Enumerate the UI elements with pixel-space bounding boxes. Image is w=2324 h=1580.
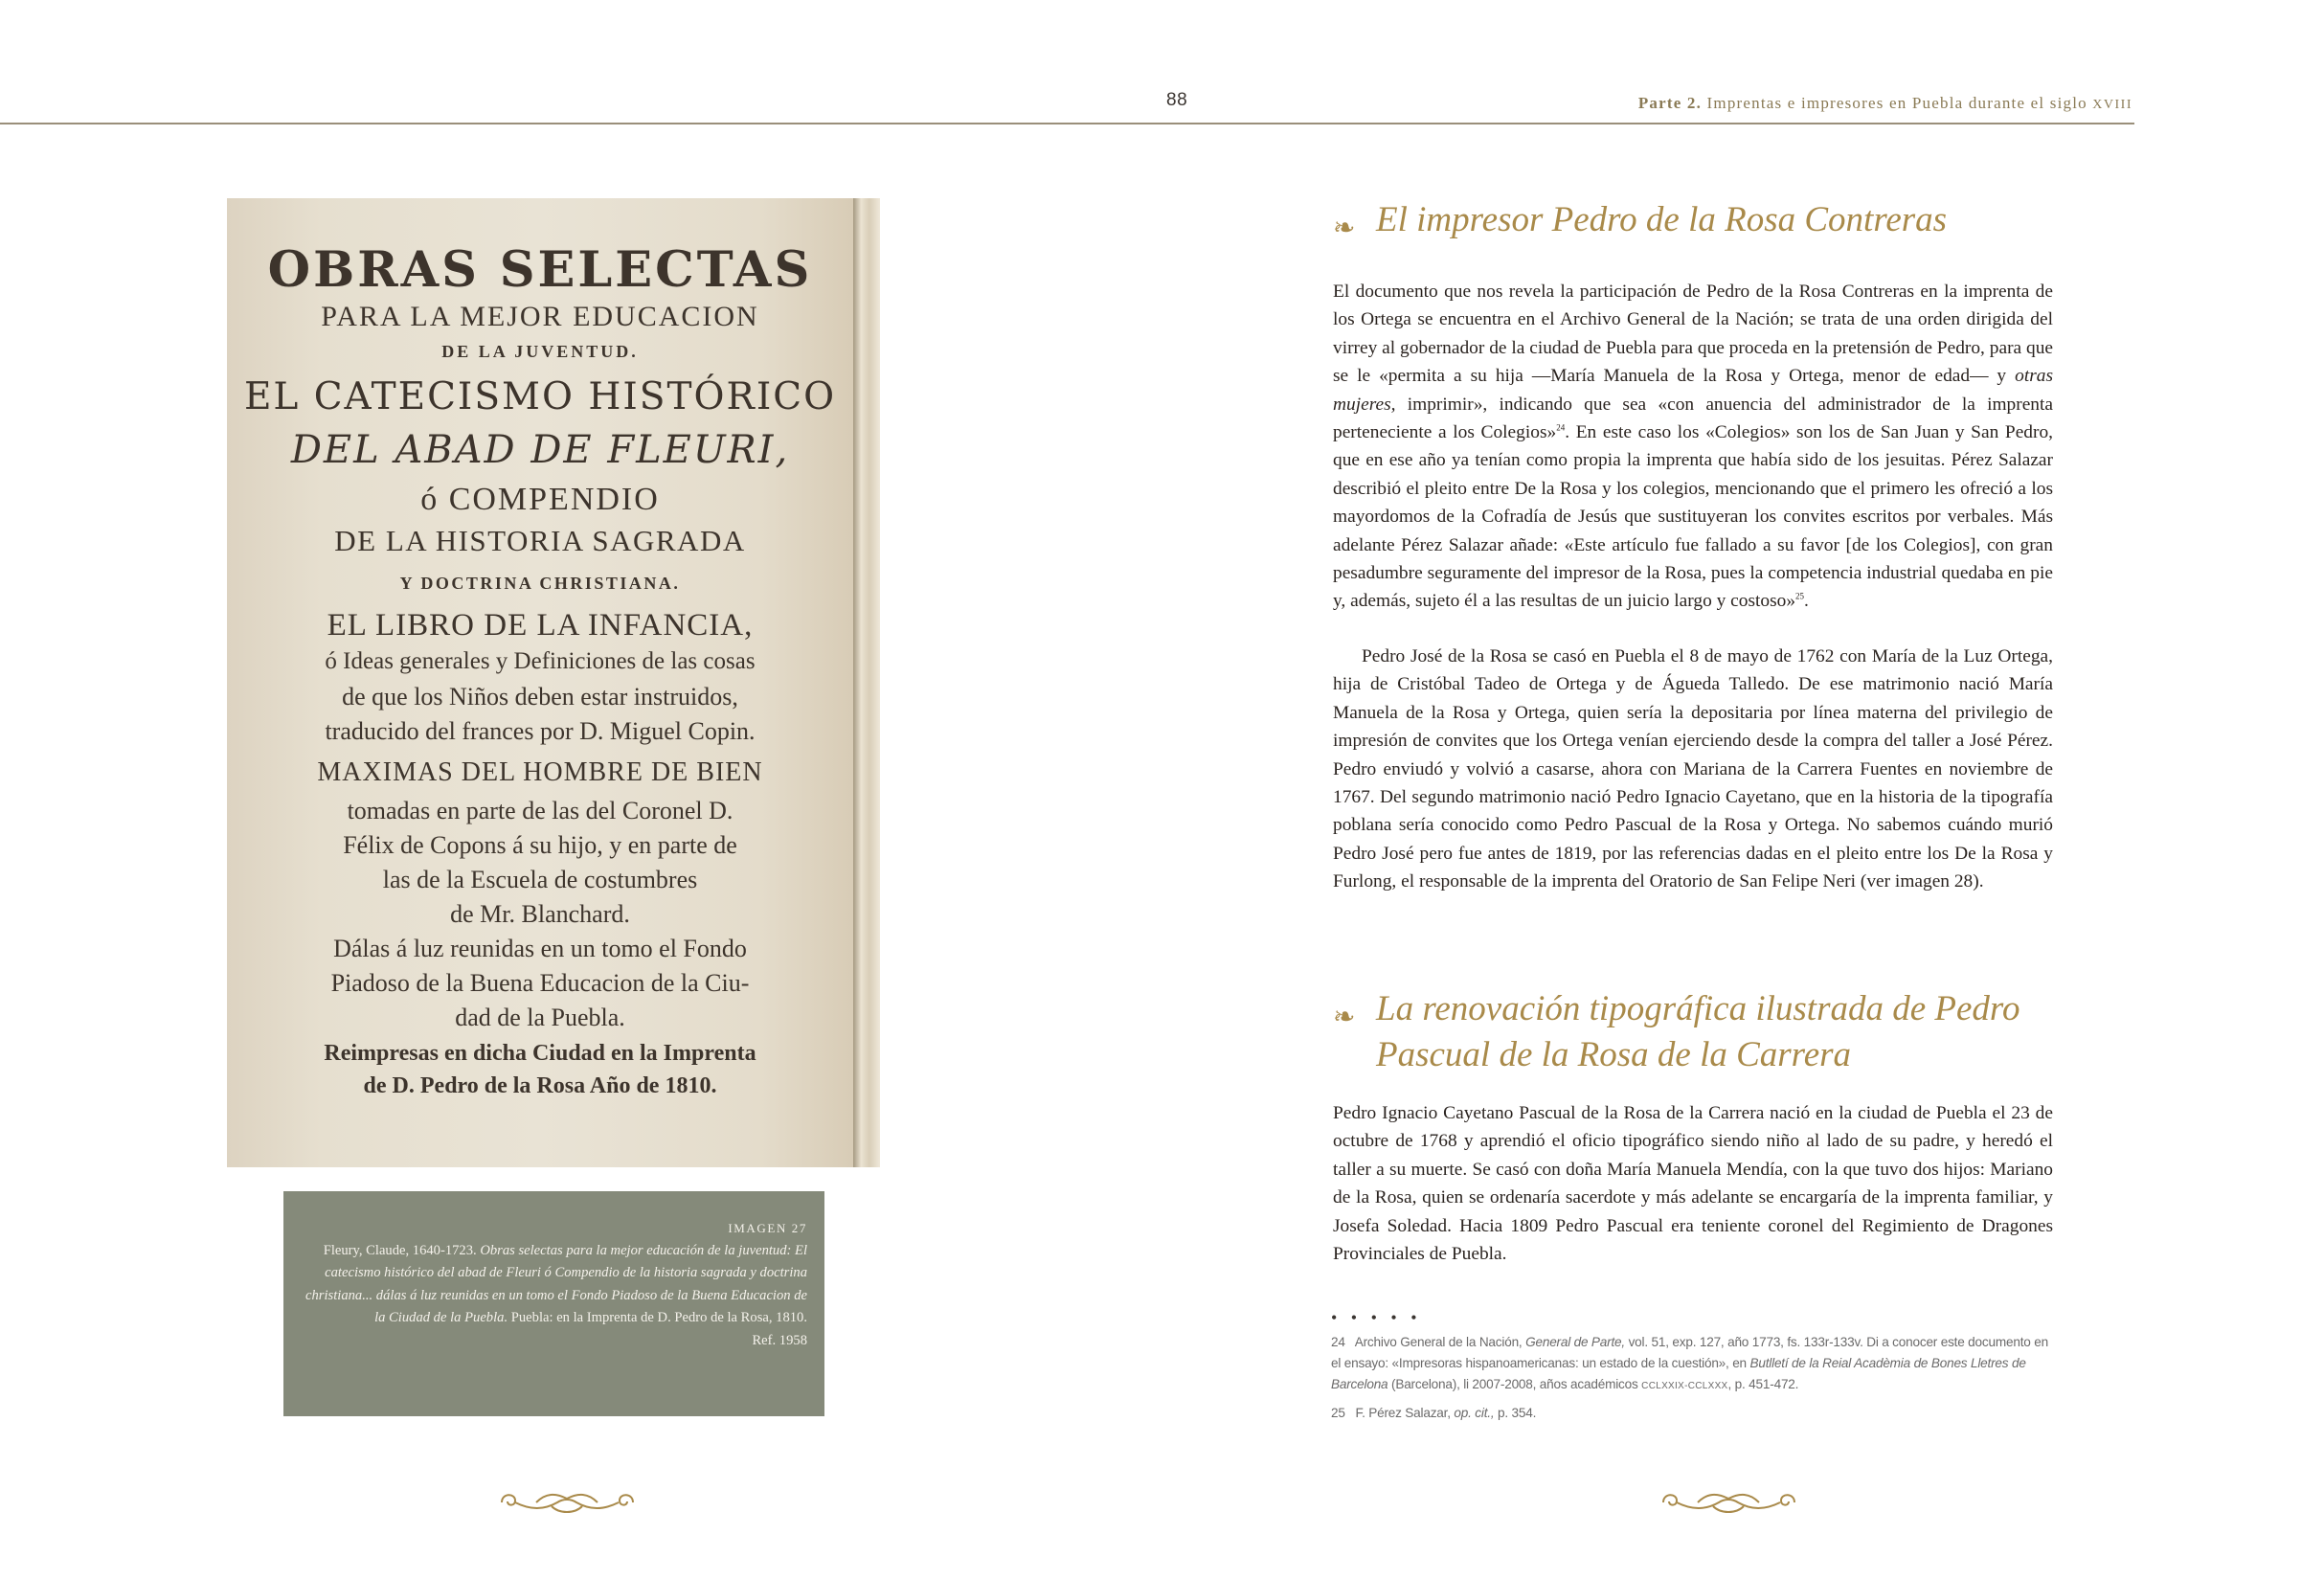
paragraph-text: El documento que nos revela la participación de Pedro de la Rosa Contreras en la imprenta de los Ortega se encuentra en el Archivo General de la Nación; se trata de una orden dirigida del virrey al gobernador de la ciudad de Puebla para que proceda en la pretensión de Pedro, para que se le «permita a su hija —María Manuela de la Rosa y Ortega, menor de edad— y (1333, 282, 2053, 387)
paragraph-text: imprimir», indicando que sea «con anuencia del administrador de la imprenta perteneciente a los Colegios» (1333, 394, 2053, 443)
footnote-separator: • • • • • (1331, 1308, 1422, 1327)
caption-text (301, 1240, 807, 1352)
section-heading (1333, 986, 2020, 1078)
footnote-number: 25 (1331, 1406, 1345, 1420)
plate-line: DE LA JUVENTUD. (441, 342, 639, 361)
book-page-edge (853, 198, 880, 1167)
footnote-ref: 25 (1795, 592, 1805, 601)
caption-author: Fleury, Claude, 1640-1723. (323, 1243, 477, 1258)
plate-line: ó COMPENDIO (420, 482, 660, 517)
plate-line: DEL ABAD DE FLEURI, (290, 428, 790, 472)
paragraph-italic: otras mujeres, (1333, 366, 2053, 415)
paragraph-text: . En este caso los «Colegios» son los de San Juan y San Pedro, que en ese año ya tenían como propia la imprenta que había sido de los jesuitas. Pérez Salazar describió el pleito entre De la Rosa y los colegios, mencionando que el primero les ofreció a los mayordomos de la Cofradía de Jesús que sustituyeran los convites escritos por verbales. Más adelante Pérez Salazar añade: «Este artículo fue fallado a su favor [de los Colegios], con gran pesadumbre seguramente del impresor de la Rosa, pues la competencia industrial quedaba en pie y, además, sujeto él a las resultas de un juicio largo y costoso» (1333, 422, 2053, 612)
plate-line: de Mr. Blanchard. (450, 900, 630, 928)
footnote-text: , p. 451-472. (1727, 1377, 1799, 1391)
page-number: 88 (1166, 90, 1188, 110)
footnote-24 (1331, 1332, 2053, 1397)
caption-title: Obras selectas para la mejor educación de la juventud: El catecismo histórico del abad de Fleuri ó Compendio de la historia sagrada y doctrina christiana... dálas á luz reunidas en un tomo el Fondo Piadoso de la Buena Educacion de la Ciudad de la Puebla. (305, 1243, 807, 1326)
footnote-text: Archivo General de la Nación, (1354, 1335, 1523, 1349)
plate-line: MAXIMAS DEL HOMBRE DE BIEN (317, 757, 763, 787)
running-head-century: XVIII (2092, 98, 2132, 112)
image-caption (283, 1191, 824, 1416)
plate-line: Félix de Copons á su hijo, y en parte de (343, 831, 737, 859)
plate-line: Piadoso de la Buena Educacion de la Ciu- (330, 969, 750, 997)
footnote-text: vol. 51, exp. 127, año 1773, fs. 133r-133v. Di a conocer este documento en el ensayo: «Impresoras hispanoamericanas: un estado de la cuestión», en (1331, 1335, 2048, 1370)
plate-line: las de la Escuela de costumbres (382, 866, 698, 893)
paragraph (1333, 278, 2053, 616)
title-page-paper (227, 198, 853, 1167)
footnote-italic: General de Parte, (1525, 1335, 1625, 1349)
paragraph-text: . (1804, 591, 1809, 612)
plate-line: traducido del frances por D. Miguel Copin. (325, 717, 756, 745)
plate-line: EL LIBRO DE LA INFANCIA, (327, 608, 754, 643)
section-heading (1333, 197, 1948, 243)
title-page-image (227, 198, 880, 1167)
caption-imprint: Puebla: en la Imprenta de D. Pedro de la Rosa, 1810. (510, 1310, 807, 1326)
footnote-ref: 24 (1556, 422, 1566, 433)
footnote-number: 24 (1331, 1335, 1345, 1349)
caption-ref: Ref. 1958 (752, 1332, 807, 1348)
plate-line: de que los Niños deben estar instruidos, (342, 683, 738, 711)
running-head-title: Imprentas e impresores en Puebla durante el siglo (1706, 94, 2087, 112)
plate-line: dad de la Puebla. (455, 1004, 625, 1031)
plate-line: OBRAS SELECTAS (267, 241, 813, 299)
footnote-italic: op. cit., (1454, 1406, 1495, 1420)
ornament-right (1659, 1487, 1798, 1518)
plate-line: ó Ideas generales y Definiciones de las cosas (325, 648, 756, 674)
plate-line: tomadas en parte de las del Coronel D. (347, 797, 733, 824)
footnote-text: p. 354. (1498, 1406, 1537, 1420)
plate-line: PARA LA MEJOR EDUCACION (321, 301, 759, 332)
footnote-text: F. Pérez Salazar, (1355, 1406, 1451, 1420)
section-heading-line: La renovación tipográfica ilustrada de Pedro (1376, 989, 2020, 1028)
plate-line: DE LA HISTORIA SAGRADA (334, 524, 746, 557)
plate-line: Dálas á luz reunidas en un tomo el Fondo (333, 935, 747, 962)
ornament-left (498, 1487, 637, 1518)
paragraph: Pedro Ignacio Cayetano Pascual de la Rosa de la Carrera nació en la ciudad de Puebla el 23 de octubre de 1768 y aprendió el oficio tipográfico siendo niño al lado de su padre, y heredó el taller a su muerte. Se casó con doña María Manuela Mendía, con la que tuvo dos hijos: Mariano de la Rosa, quien se ordenaría sacerdote y más adelante se encargaría de la imprenta familiar, y Josefa Soledad. Hacia 1809 Pedro Pascual era teniente coronel del Regimiento de Dragones Provinciales de Puebla. (1333, 1103, 2053, 1265)
footnote-smallcaps: CCLXXIX-CCLXXX (1641, 1381, 1728, 1391)
caption-label: IMAGEN 27 (728, 1221, 807, 1235)
footnote-text: (Barcelona), li 2007-2008, años académicos (1391, 1377, 1638, 1391)
paragraph: Pedro José de la Rosa se casó en Puebla el 8 de mayo de 1762 con María de la Luz Ortega, hija de Cristóbal Tadeo de Ortega y de Águeda Talledo. De ese matrimonio nació María Manuela de la Rosa y Ortega, quien sería la depositaria por línea materna del privilegio de impresión de convites que los Ortega venían ejerciendo desde la compra del taller a José Pérez. Pedro enviudó y volvió a casarse, ahora con Mariana de la Carrera Fuentes en noviembre de 1767. Del segundo matrimonio nació Pedro Ignacio Cayetano, que en la historia de la tipografía poblana sería conocido como Pedro Pascual de la Rosa y Ortega. No sabemos cuándo murió Pedro José pero fue antes de 1819, por las referencias dadas en el pleito entre los De la Rosa y Furlong, el responsable de la imprenta del Oratorio de San Felipe Neri (ver imagen 28). (1333, 646, 2053, 892)
running-head-part: Parte 2. (1637, 94, 1703, 112)
footnote-25 (1331, 1403, 2053, 1424)
header-rule (0, 123, 2134, 124)
plate-line: Reimpresas en dicha Ciudad en la Imprenta (324, 1041, 756, 1066)
plate-line: Y DOCTRINA CHRISTIANA. (399, 574, 681, 593)
footnote-italic: Butlletí de la Reial Acadèmia de Bones Lletres de Barcelona (1331, 1356, 2026, 1391)
fleuron-icon: ❧ (1333, 214, 1356, 243)
plate-line: EL CATECISMO HISTÓRICO (243, 375, 837, 418)
section-heading-text: El impresor Pedro de la Rosa Contreras (1376, 200, 1948, 239)
plate-line: de D. Pedro de la Rosa Año de 1810. (363, 1073, 717, 1098)
section-heading-line: Pascual de la Rosa de la Carrera (1376, 1035, 1852, 1074)
running-head (1638, 94, 2132, 113)
fleuron-icon: ❧ (1333, 1003, 1356, 1032)
